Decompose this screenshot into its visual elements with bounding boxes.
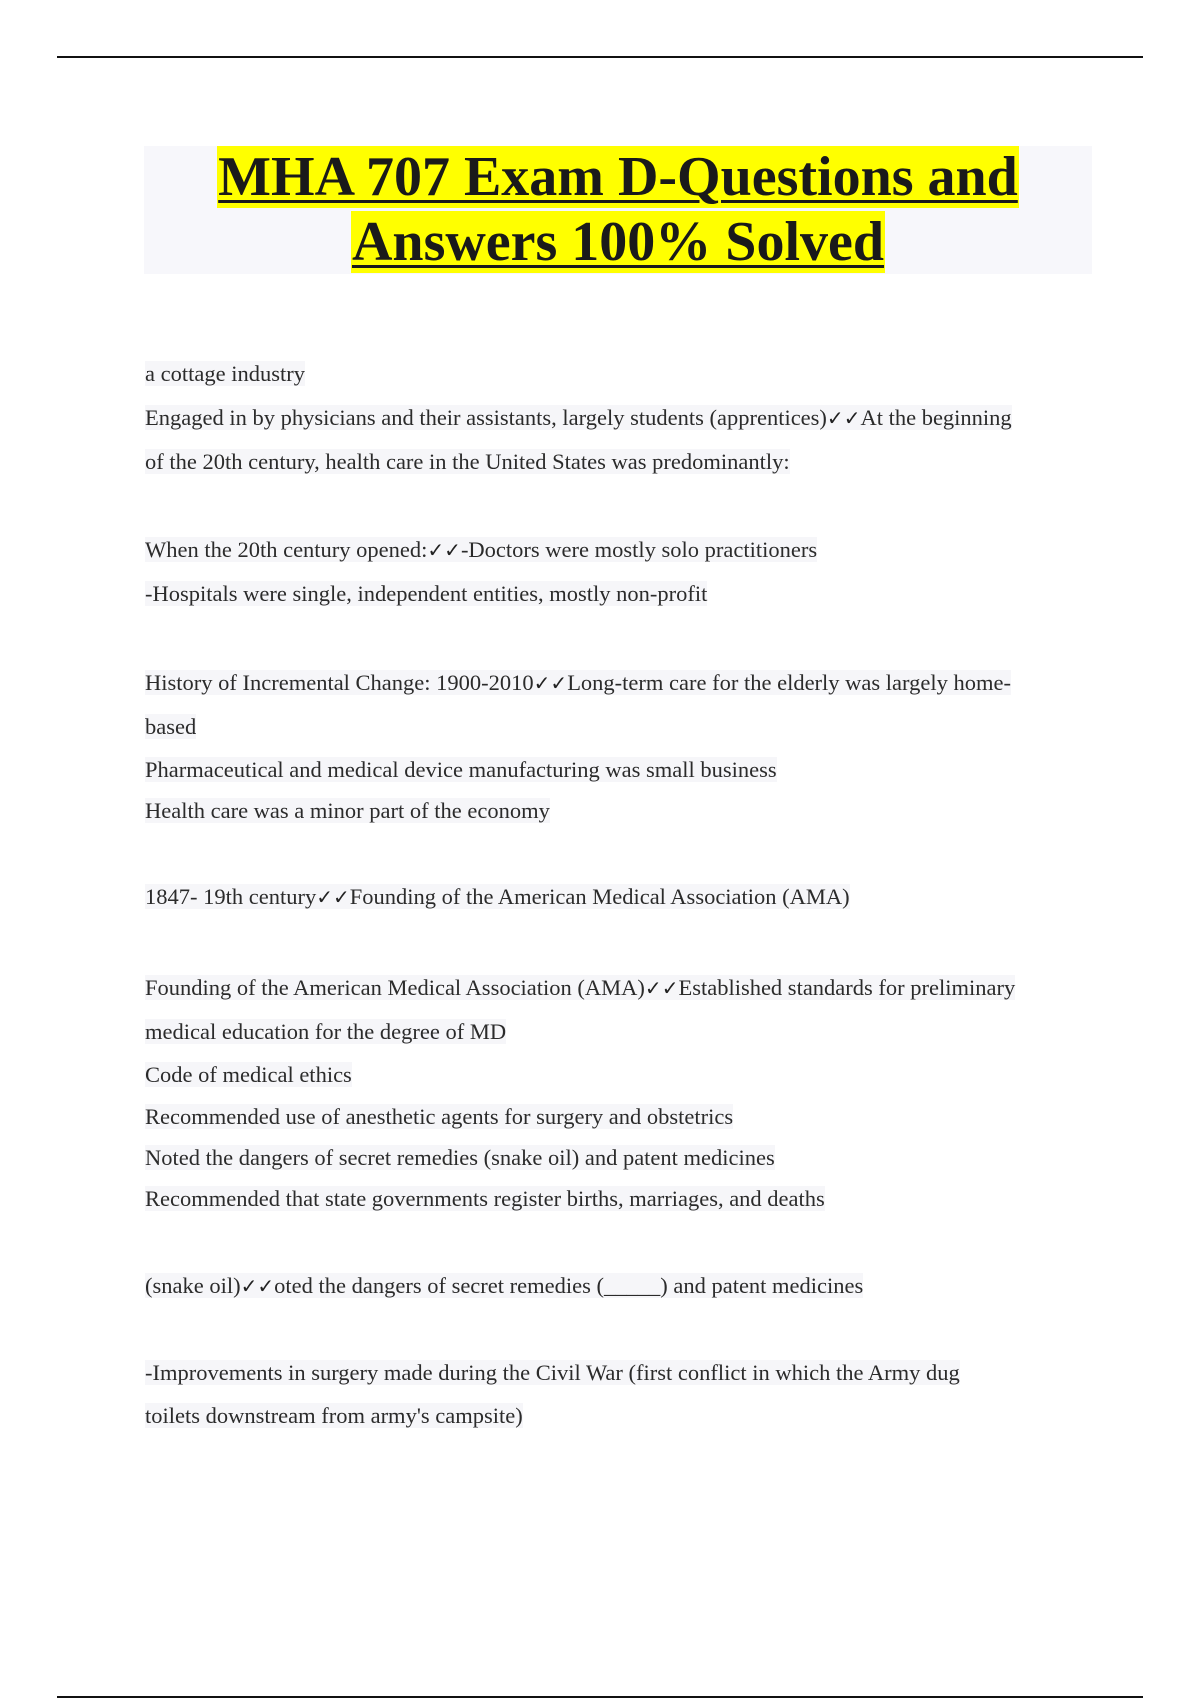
text-line-content: Recommended use of anesthetic agents for surgery and obstetrics (145, 1104, 734, 1129)
text-line (145, 1017, 506, 1047)
text-line (145, 1358, 960, 1388)
text-line (145, 712, 196, 742)
text-line-content: Health care was a minor part of the economy (145, 798, 550, 823)
text-line-content: -Improvements in surgery made during the Civil War (first conflict in which the Army dug (145, 1360, 960, 1385)
check-mark-icon: ✓ (533, 671, 551, 695)
text-line (145, 579, 707, 609)
top-rule (57, 56, 1143, 58)
text-line (145, 882, 850, 912)
text-line-content: a cottage industry (145, 361, 305, 386)
text-line-content: medical education for the degree of MD (145, 1019, 507, 1044)
text-line (145, 1184, 825, 1214)
text-line-content: (snake oil)✓✓oted the dangers of secret remedies (_____) and patent medicines (145, 1273, 864, 1298)
text-line (145, 1401, 523, 1431)
text-line-content: based (145, 714, 197, 739)
text-line (145, 1102, 733, 1132)
text-line (145, 796, 550, 826)
text-line-content: -Hospitals were single, independent entities, mostly non-profit (145, 581, 708, 606)
text-line-content: toilets downstream from army's campsite) (145, 1403, 523, 1428)
title-line-1 (144, 146, 1092, 208)
check-mark-icon: ✓ (332, 885, 350, 909)
check-mark-icon: ✓ (427, 538, 445, 562)
text-line (145, 668, 1011, 698)
text-line (145, 359, 305, 389)
text-line-content: 1847- 19th century✓✓Founding of the American Medical Association (AMA) (145, 884, 850, 909)
text-line (145, 1271, 863, 1301)
title-block (144, 146, 1092, 274)
text-line-content: Noted the dangers of secret remedies (snake oil) and patent medicines (145, 1145, 775, 1170)
check-mark-icon: ✓ (257, 1274, 275, 1298)
text-line-content: of the 20th century, health care in the United States was predominantly: (145, 449, 790, 474)
check-mark-icon: ✓ (444, 538, 461, 562)
title-text-2: Answers 100% Solved (351, 211, 885, 273)
title-text-1: MHA 707 Exam D-Questions and (218, 146, 1018, 208)
check-mark-icon: ✓ (644, 976, 662, 1000)
text-line-content: History of Incremental Change: 1900-2010✓✓Long-term care for the elderly was largely home- (145, 670, 1011, 695)
text-line (145, 973, 1015, 1003)
text-line-content: Engaged in by physicians and their assistants, largely students (apprentices)✓✓At the beginning (145, 405, 1012, 430)
text-line (145, 535, 817, 565)
text-line-content: When the 20th century opened:✓✓-Doctors were mostly solo practitioners (145, 537, 818, 562)
title-line-2 (144, 211, 1092, 273)
bottom-rule (57, 1696, 1143, 1698)
text-line-content: Recommended that state governments register births, marriages, and deaths (145, 1186, 825, 1211)
text-line-content: Code of medical ethics (145, 1062, 352, 1087)
text-line (145, 755, 777, 785)
check-mark-icon: ✓ (550, 671, 568, 695)
text-line-content: Founding of the American Medical Association (AMA)✓✓Established standards for preliminary (145, 975, 1016, 1000)
text-line (145, 1143, 775, 1173)
check-mark-icon: ✓ (826, 406, 844, 430)
check-mark-icon: ✓ (240, 1274, 258, 1298)
check-mark-icon: ✓ (843, 406, 861, 430)
text-line (145, 1060, 352, 1090)
text-line-content: Pharmaceutical and medical device manufacturing was small business (145, 757, 777, 782)
check-mark-icon: ✓ (661, 976, 679, 1000)
text-line (145, 403, 1012, 433)
check-mark-icon: ✓ (316, 885, 333, 909)
text-line (145, 447, 790, 477)
